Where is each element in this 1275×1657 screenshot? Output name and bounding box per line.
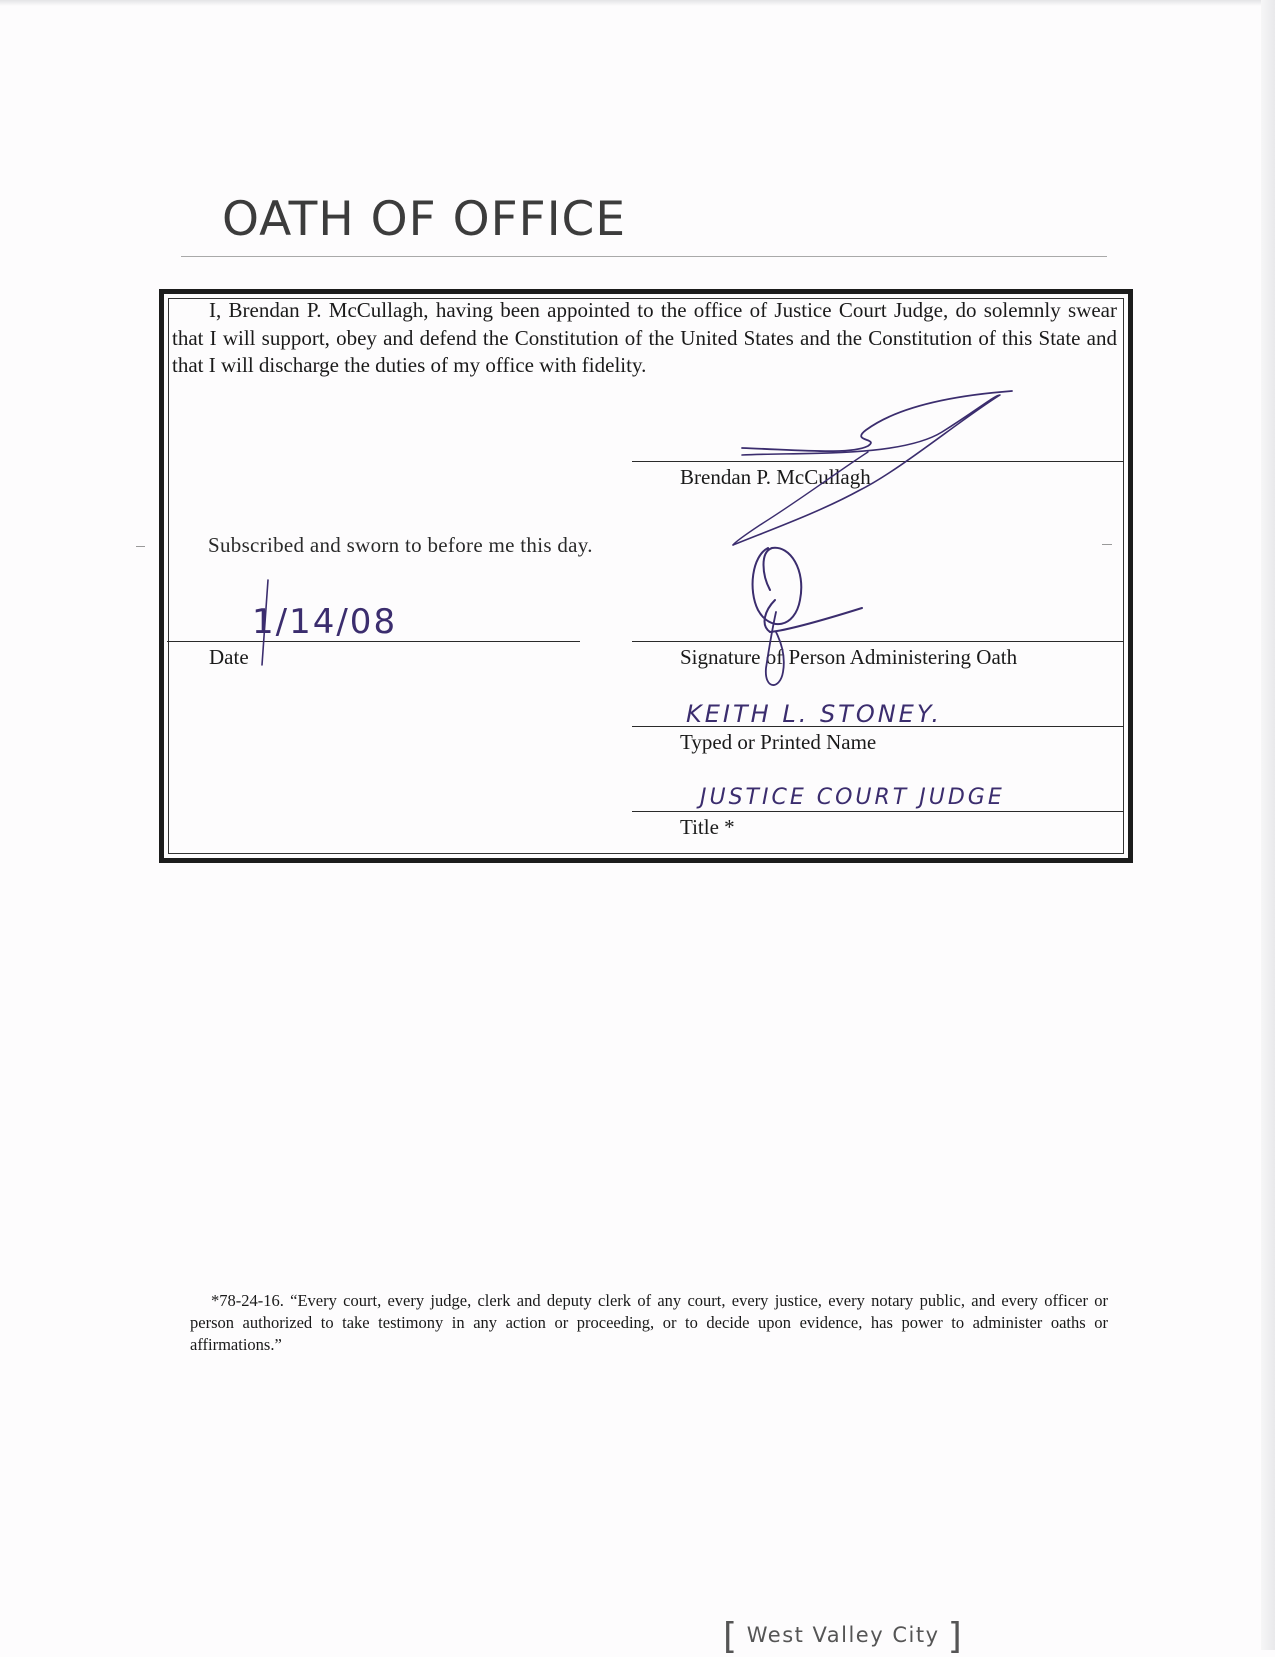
open-bracket-mark: [ — [723, 1616, 739, 1657]
margin-note-text: West Valley City — [746, 1623, 940, 1647]
administrator-signature-stroke — [765, 600, 862, 632]
affiant-name-label: Brendan P. McCullagh — [680, 465, 871, 489]
handwritten-date: 1/14/08 — [252, 602, 398, 642]
handwritten-margin-note — [723, 1616, 963, 1657]
affiant-signature-stroke — [733, 395, 1000, 545]
printed-name-label: Typed or Printed Name — [680, 730, 877, 754]
date-label: Date — [209, 645, 249, 669]
title-field-label: Title * — [680, 815, 735, 839]
administrator-signature-label: Signature of Person Administering Oath — [680, 645, 1018, 669]
sworn-statement: Subscribed and sworn to before me this day. — [208, 533, 593, 557]
scan-margin-tick-right — [1102, 544, 1112, 545]
handwritten-title: JUSTICE COURT JUDGE — [700, 785, 1005, 810]
administrator-signature-stroke — [753, 548, 802, 624]
affiant-signature-stroke — [742, 391, 1012, 451]
date-stroke — [262, 580, 268, 665]
oath-statement: I, Brendan P. McCullagh, having been appointed to the office of Justice Court Judge, do solemnly swear that I will support, obey and defend the Constitution of the United States and the Constitution of this State and that I will discharge the duties of my office with fidelity. — [172, 298, 1117, 377]
scan-margin-tick-left — [136, 546, 145, 547]
affiant-signature-stroke — [733, 452, 868, 545]
close-bracket-mark: ] — [947, 1616, 964, 1657]
statute-footnote: *78-24-16. “Every court, every judge, clerk and deputy clerk of any court, every justice, every notary public, and every officer or person authorized to take testimony in any action or proceeding, or to decide upon evidence, has power to administer oaths or affirmations.” — [190, 1291, 1108, 1354]
handwritten-printed-name: KEITH L. STONEY. — [686, 700, 943, 728]
document-title: OATH OF OFFICE — [222, 192, 627, 247]
